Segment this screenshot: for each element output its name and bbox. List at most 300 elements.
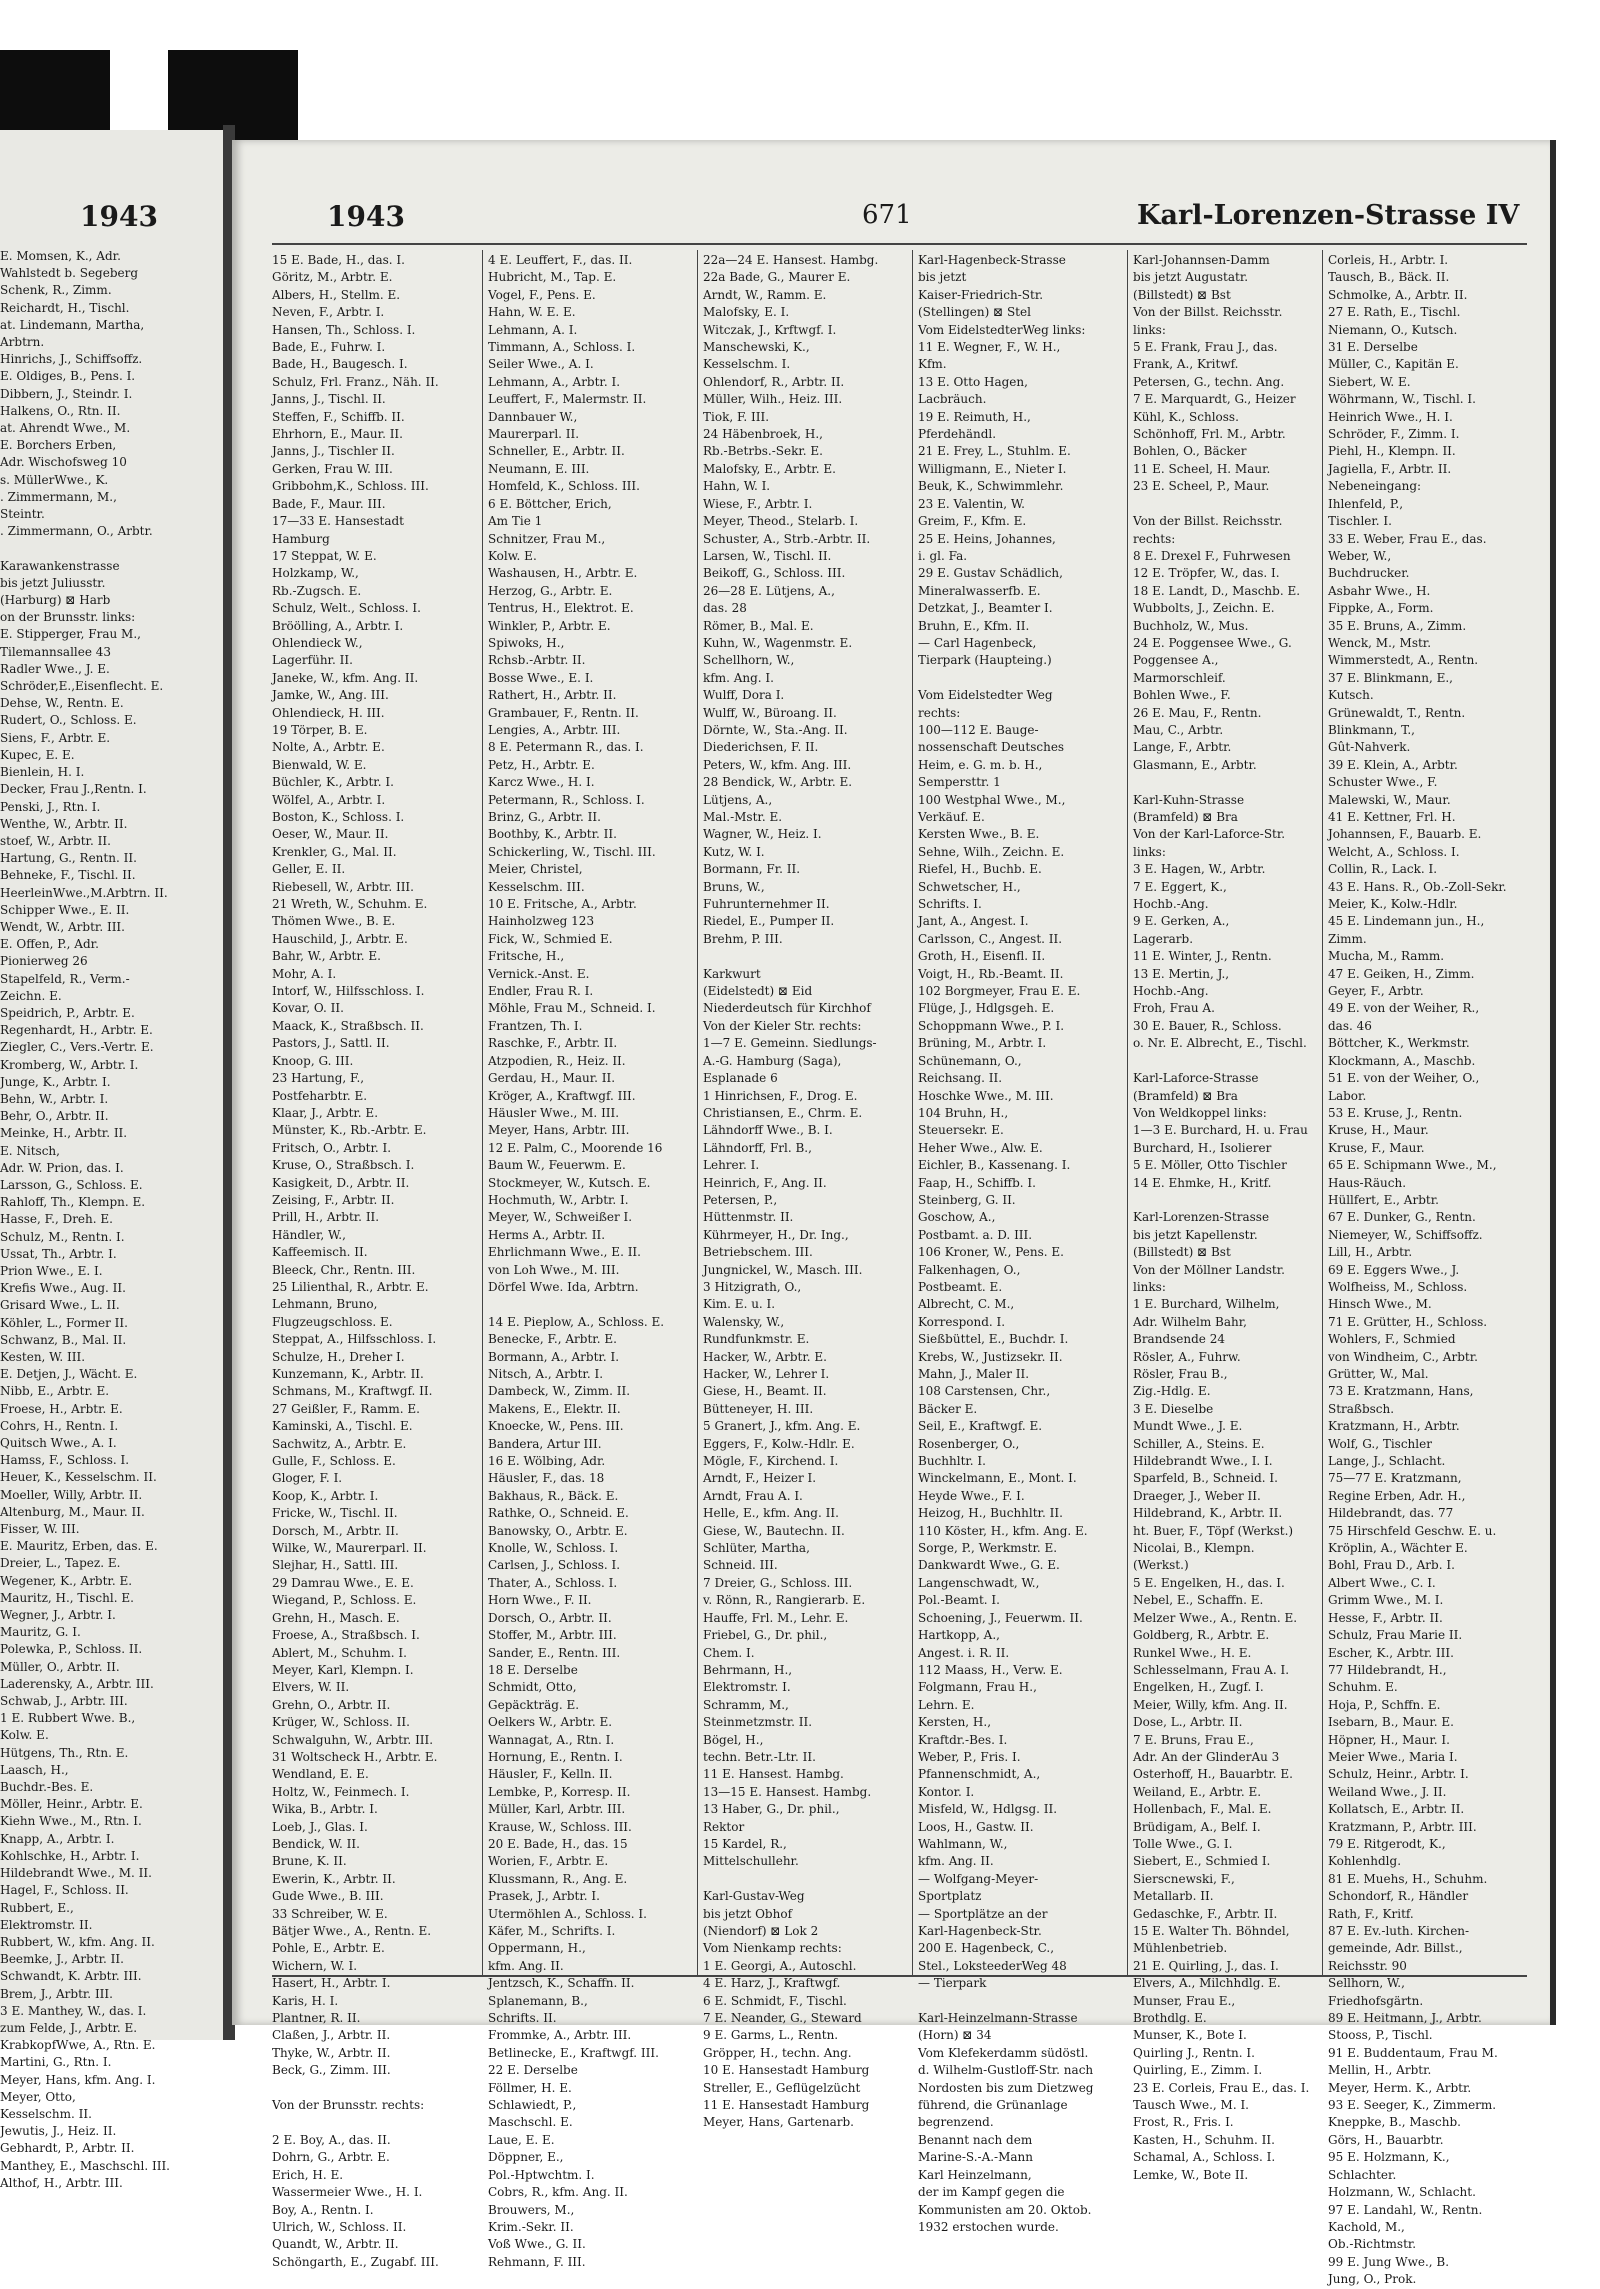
directory-line: 7 E. Bruns, Frau E., [1133, 1732, 1254, 1747]
directory-line: (Harburg) ⊠ Harb [0, 593, 111, 608]
directory-line: 25 Lilienthal, R., Arbtr. E. [272, 1279, 429, 1294]
directory-line: Hauschild, J., Arbtr. E. [272, 931, 408, 946]
directory-line: Peters, W., kfm. Ang. III. [703, 757, 852, 772]
directory-line: Mohr, A. I. [272, 966, 337, 981]
directory-line: Vom Eidelstedter Weg [918, 688, 1053, 703]
directory-line: Gude Wwe., B. III. [272, 1889, 384, 1904]
directory-line: Schneller, E., Arbtr. II. [488, 444, 625, 459]
directory-line: Hütgens, Th., Rtn. E. [0, 1745, 129, 1760]
directory-line: E. Borchers Erben, [0, 438, 117, 453]
directory-line: 95 E. Holzmann, K., [1328, 2150, 1450, 2165]
directory-line: Grimm Wwe., M. I. [1328, 1593, 1444, 1608]
directory-line: Bendick, W. II. [272, 1836, 360, 1851]
directory-line: Zig.-Hdlg. E. [1133, 1384, 1211, 1399]
directory-line: 21 E. Quirling, J., das. I. [1133, 1958, 1279, 1973]
directory-line: Ulrich, W., Schloss. II. [272, 2219, 407, 2234]
directory-line: Neven, F., Arbtr. I. [272, 305, 385, 320]
directory-line: Draeger, J., Weber II. [1133, 1488, 1261, 1503]
directory-line: Föllmer, H. E. [488, 2080, 572, 2095]
directory-line: Beikoff, G., Schloss. III. [703, 566, 846, 581]
directory-line: Ablert, M., Schuhm. I. [272, 1645, 407, 1660]
directory-line: Niemann, O., Kutsch. [1328, 322, 1458, 337]
directory-line: Dehse, W., Rentn. E. [0, 696, 124, 711]
directory-line: Speidrich, P., Arbtr. E. [0, 1005, 135, 1020]
directory-line: 29 Damrau Wwe., E. E. [272, 1575, 414, 1590]
directory-line: Wassermeier Wwe., H. I. [272, 2185, 423, 2200]
directory-line: 79 E. Ritgerodt, K., [1328, 1836, 1446, 1851]
directory-line: 14 E. Pieplow, A., Schloss. E. [488, 1314, 665, 1329]
directory-line: 26 E. Mau, F., Rentn. [1133, 705, 1262, 720]
directory-line: Meyer, Karl, Klempn. I. [272, 1662, 414, 1677]
directory-line: Brune, K. II. [272, 1854, 347, 1869]
directory-line: Angest. i. R. II. [918, 1645, 1010, 1660]
directory-column-1 [272, 252, 477, 2271]
directory-line: bis jetzt Juliusstr. [0, 575, 106, 590]
directory-line: Hochmuth, W., Arbtr. I. [488, 1192, 629, 1207]
column-divider [697, 250, 698, 1975]
directory-line: Reichsstr. 90 [1328, 1958, 1407, 1973]
directory-line: Holtz, W., Feinmech. I. [272, 1784, 410, 1799]
directory-line: Kührmeyer, H., Dr. Ing., [703, 1227, 849, 1242]
directory-line: Hochb.-Ang. [1133, 897, 1209, 912]
directory-line: 13 E. Mertin, J., [1133, 966, 1230, 981]
directory-line: Worien, F., Arbtr. E. [488, 1854, 609, 1869]
directory-line: 18 E. Derselbe [488, 1662, 578, 1677]
directory-line: Osterhoff, H., Bauarbtr. E. [1133, 1767, 1293, 1782]
directory-line: Bormann, Fr. II. [703, 862, 801, 877]
directory-line: Elektromstr. I. [703, 1680, 791, 1695]
directory-column-4 [918, 252, 1123, 2236]
directory-line: Zimm. [1328, 931, 1367, 946]
directory-line: Hoschke Wwe., M. III. [918, 1088, 1054, 1103]
directory-line: Pol.-Beamt. I. [918, 1593, 1000, 1608]
directory-line: Arndt, F., Heizer I. [703, 1471, 817, 1486]
directory-line: Siebert, W. E. [1328, 374, 1411, 389]
directory-line: bis jetzt Obhof [703, 1906, 793, 1921]
directory-line: Kupec, E. E. [0, 747, 75, 762]
directory-line: Maack, K., Straßbsch. II. [272, 1018, 424, 1033]
directory-line: Schnitzer, Frau M., [488, 531, 606, 546]
directory-line: 75 Hirschfeld Geschw. E. u. [1328, 1523, 1497, 1538]
directory-line: Giese, H., Beamt. II. [703, 1384, 827, 1399]
directory-line: 27 Geißler, F., Ramm. E. [272, 1401, 420, 1416]
directory-line: Kröger, A., Kraftwgf. III. [488, 1088, 636, 1103]
directory-line: Greim, F., Kfm. E. [918, 514, 1027, 529]
directory-line: von Loh Wwe., M. III. [488, 1262, 620, 1277]
directory-line: Siens, F., Arbtr. E. [0, 730, 111, 745]
directory-line: Marmorschleif. [1133, 670, 1226, 685]
directory-line: Froese, A., Straßbsch. I. [272, 1628, 420, 1643]
directory-line: Elektromstr. II. [0, 1917, 93, 1932]
directory-line: Lütjens, A., [703, 792, 773, 807]
directory-line: 25 E. Heins, Johannes, [918, 531, 1056, 546]
directory-line: Kiehn Wwe., M., Rtn. I. [0, 1814, 142, 1829]
directory-line: Brüning, M., Arbtr. I. [918, 1036, 1047, 1051]
directory-line: Hacker, W., Arbtr. E. [703, 1349, 827, 1364]
directory-line: Loos, H., Gastw. II. [918, 1819, 1034, 1834]
directory-line: Munser, K., Bote I. [1133, 2028, 1247, 2043]
directory-line: Wenck, M., Mstr. [1328, 635, 1432, 650]
directory-line: Müller, C., Kapitän E. [1328, 357, 1459, 372]
directory-line: 10 E. Fritsche, A., Arbtr. [488, 897, 637, 912]
directory-line: Piehl, H., Klempn. II. [1328, 444, 1456, 459]
directory-line: Wendt, W., Arbtr. III. [0, 919, 125, 934]
directory-line: Häusler, F., Kelln. II. [488, 1767, 613, 1782]
directory-line: links: [1133, 322, 1166, 337]
directory-line: 1 E. Georgi, A., Autoschl. [703, 1958, 857, 1973]
directory-line: Behrmann, H., [703, 1662, 793, 1677]
directory-line: Reichardt, H., Tischl. [0, 300, 130, 315]
directory-line: Dorsch, M., Arbtr. II. [272, 1523, 399, 1538]
directory-line: Oeser, W., Maur. II. [272, 827, 389, 842]
directory-line: Schröder,E.,Eisenflecht. E. [0, 679, 164, 694]
directory-line: Kuhn, W., Wagenmstr. E. [703, 635, 853, 650]
directory-line: Schwanz, B., Mal. II. [0, 1332, 127, 1347]
directory-line: 106 Kroner, W., Pens. E. [918, 1245, 1064, 1260]
directory-line: Baum W., Feuerwm. E. [488, 1158, 626, 1173]
directory-line: Dibbern, J., Steindr. I. [0, 386, 133, 401]
directory-line: Bienwald, W. E. [272, 757, 367, 772]
directory-line: Lagerführ. II. [272, 653, 353, 668]
directory-line: 53 E. Kruse, J., Rentn. [1328, 1105, 1463, 1120]
directory-line: Kaffeemisch. II. [272, 1245, 368, 1260]
directory-line: Gloger, F. I. [272, 1471, 343, 1486]
directory-line: Petersen, G., techn. Ang. [1133, 374, 1285, 389]
directory-line: Witczak, J., Krftwgf. I. [703, 322, 837, 337]
directory-line: Adr. Wilhelm Bahr, [1133, 1314, 1247, 1329]
directory-line: Kachold, M., [1328, 2219, 1405, 2234]
directory-line: Kesselschm. I. [703, 357, 791, 372]
directory-line: Carlsson, C., Angest. II. [918, 931, 1063, 946]
directory-line: Pfannenschmidt, A., [918, 1767, 1041, 1782]
directory-line: Meyer, W., Schweißer I. [488, 1210, 633, 1225]
directory-line: 31 E. Derselbe [1328, 340, 1418, 355]
directory-line: der im Kampf gegen die [918, 2185, 1065, 2200]
directory-line: Karl-Kuhn-Strasse [1133, 792, 1245, 807]
directory-line: Wiegand, P., Schloss. E. [272, 1593, 417, 1608]
directory-line: Bosse Wwe., E. I. [488, 670, 594, 685]
directory-line: Kasten, H., Schuhm. II. [1133, 2132, 1275, 2147]
directory-line: Radler Wwe., J. E. [0, 661, 110, 676]
directory-line: Wendland, E. E. [272, 1767, 369, 1782]
directory-line: Riebesell, W., Arbtr. III. [272, 879, 414, 894]
directory-line: 69 E. Eggers Wwe., J. [1328, 1262, 1460, 1277]
left-page [0, 130, 227, 2190]
directory-line: links: [1133, 1279, 1166, 1294]
directory-line: Münster, K., Rb.-Arbtr. E. [272, 1123, 427, 1138]
directory-line: Brüdigam, A., Belf. I. [1133, 1819, 1261, 1834]
directory-line: Sierscnewski, F., [1133, 1871, 1235, 1886]
directory-line: Lehmann, A., Arbtr. I. [488, 374, 621, 389]
directory-line: Tierpark (Haupteing.) [918, 653, 1052, 668]
directory-line: 23 E. Corleis, Frau E., das. I. [1133, 2080, 1310, 2095]
directory-line: Sportplatz [918, 1889, 982, 1904]
directory-line: Schiller, A., Steins. E. [1133, 1436, 1265, 1451]
directory-line: Schenk, R., Zimm. [0, 283, 112, 298]
directory-line: Ohlendorf, R., Arbtr. II. [703, 374, 845, 389]
directory-line: Von Weldkoppel links: [1133, 1105, 1267, 1120]
directory-line: Von der Billst. Reichsstr. [1133, 514, 1283, 529]
directory-line: Hildebrandt Wwe., M. II. [0, 1866, 152, 1881]
directory-column-5 [1133, 252, 1338, 2184]
directory-line: Wegener, K., Arbtr. E. [0, 1573, 133, 1588]
directory-line: Schwab, J., Arbtr. III. [0, 1694, 128, 1709]
directory-line: Nibb, E., Arbtr. E. [0, 1384, 110, 1399]
directory-line: Brem, J., Arbtr. III. [0, 1986, 113, 2001]
directory-line: Malewski, W., Maur. [1328, 792, 1451, 807]
directory-line: Sorge, P., Werkmstr. E. [918, 1541, 1058, 1556]
directory-line: Schünemann, O., [918, 1053, 1022, 1068]
directory-line: Vom EidelstedterWeg links: [918, 322, 1086, 337]
directory-line: Jant, A., Angest. I. [918, 914, 1029, 929]
directory-line [1133, 774, 1338, 791]
directory-line: Kühl, K., Schloss. [1133, 409, 1239, 424]
directory-line: bis jetzt Kapellenstr. [1133, 1227, 1258, 1242]
directory-line: (Niendorf) ⊠ Lok 2 [703, 1924, 819, 1938]
directory-line: Haus-Räuch. [1328, 1175, 1407, 1190]
directory-line: links: [1133, 844, 1166, 859]
directory-line: das. 28 [703, 601, 747, 616]
directory-line: s. MüllerWwe., K. [0, 472, 109, 487]
directory-line: Weiland Wwe., J. II. [1328, 1784, 1447, 1799]
directory-line: Gût-Nahverk. [1328, 740, 1411, 755]
directory-line: Kolw. E. [0, 1728, 49, 1743]
directory-line: Bätjer Wwe., A., Rentn. E. [272, 1924, 432, 1938]
directory-line: Riefel, H., Buchb. E. [918, 862, 1042, 877]
directory-line: Karis, H. I. [272, 1993, 339, 2008]
directory-line: Karl-Hagenbeck-Str. [918, 1924, 1042, 1938]
directory-line: Niemeyer, W., Schiffsoffz. [1328, 1227, 1483, 1242]
directory-line: Behn, W., Arbtr. I. [0, 1091, 109, 1106]
directory-line: Köhler, L., Former II. [0, 1315, 128, 1330]
directory-line: Dörnte, W., Sta.-Ang. II. [703, 722, 848, 737]
directory-line: Kröplin, A., Wächter E. [1328, 1541, 1468, 1556]
directory-line: 41 E. Kettner, Frl. H. [1328, 810, 1456, 824]
directory-line: Rubbert, W., kfm. Ang. II. [0, 1934, 155, 1949]
directory-line: (Eidelstedt) ⊠ Eid [703, 984, 813, 999]
directory-line: Tolle Wwe., G. I. [1133, 1836, 1233, 1851]
directory-line: Friebel, G., Dr. phil., [703, 1628, 828, 1643]
directory-line: 102 Borgmeyer, Frau E. E. [918, 984, 1081, 999]
directory-line: Klaar, J., Arbtr. E. [272, 1105, 379, 1120]
directory-line: 67 E. Dunker, G., Rentn. [1328, 1210, 1476, 1225]
directory-line: Mahn, J., Maler II. [918, 1367, 1030, 1381]
directory-line: Postbamt. a. D. III. [918, 1227, 1033, 1242]
directory-line: Hildebrandt, das. 77 [1328, 1506, 1454, 1521]
directory-line: Thyke, W., Arbtr. II. [272, 2045, 391, 2060]
directory-line: Bohlen Wwe., F. [1133, 688, 1231, 703]
directory-line: Vom Klefekerdamm südöstl. [918, 2045, 1089, 2060]
directory-line: Arbtrn. [0, 335, 45, 350]
directory-line: Hubricht, M., Tap. E. [488, 270, 617, 285]
directory-line: Hamss, F., Schloss. I. [0, 1453, 130, 1468]
directory-line: Schramm, M., [703, 1697, 789, 1712]
directory-line: Vernick.-Anst. E. [488, 966, 590, 981]
column-divider [482, 250, 483, 1975]
directory-line: Maurerparl. II. [488, 427, 580, 442]
directory-line: Hahn, W. E. E. [488, 305, 576, 320]
directory-line: 4 E. Leuffert, F., das. II. [488, 253, 633, 267]
directory-line: Kratzmann, H., Arbtr. [1328, 1419, 1460, 1434]
directory-line: Grütter, W., Mal. [1328, 1367, 1429, 1381]
street-title: Karl-Lorenzen-Strasse IV [1137, 200, 1520, 231]
directory-line: Kutz, W. I. [703, 844, 765, 859]
directory-line: Hoja, P., Schffn. E. [1328, 1697, 1441, 1712]
directory-line: Behneke, F., Tischl. II. [0, 868, 136, 883]
directory-line: at. Lindemann, Martha, [0, 317, 145, 332]
directory-line: Vogel, F., Pens. E. [488, 287, 596, 302]
directory-line: Meier, Christel, [488, 862, 583, 877]
directory-line: KrabkopfWwe, A., Rtn. E. [0, 2038, 156, 2053]
directory-line: Albert Wwe., C. I. [1328, 1575, 1436, 1590]
directory-line: Bögel, H., [703, 1732, 764, 1747]
directory-line: Heuer, K., Kesselschm. II. [0, 1470, 157, 1485]
column-divider [1322, 250, 1323, 1975]
directory-line: Schuster Wwe., F. [1328, 775, 1438, 790]
directory-line: Rektor [703, 1819, 745, 1834]
directory-line: Sehne, Wilh., Zeichn. E. [918, 844, 1065, 859]
directory-line: Steffen, F., Schiffb. II. [272, 409, 405, 424]
directory-line: Rundfunkmstr. E. [703, 1332, 810, 1347]
directory-line: Schickerling, W., Tischl. III. [488, 844, 656, 859]
directory-line: Karl Heinzelmann, [918, 2167, 1032, 2182]
directory-line: — Sportplätze an der [918, 1906, 1048, 1921]
directory-line: Eichler, B., Kassenang. I. [918, 1158, 1071, 1173]
directory-line: Schlawiedt, P., [488, 2098, 577, 2113]
directory-line: Karl-Lorenzen-Strasse [1133, 1210, 1270, 1225]
directory-line: führend, die Grünanlage [918, 2098, 1068, 2113]
directory-line: Mauritz, G. I. [0, 1625, 81, 1640]
directory-line: Boy, A., Rentn. I. [272, 2202, 374, 2217]
directory-line: Grünewaldt, T., Rentn. [1328, 705, 1466, 720]
directory-line: Fick, W., Schmied E. [488, 931, 613, 946]
directory-line: Mucha, M., Ramm. [1328, 949, 1445, 964]
directory-line: Geyer, F., Arbtr. [1328, 984, 1424, 999]
directory-line: Escher, K., Arbtr. III. [1328, 1645, 1454, 1660]
directory-line: Knolle, W., Schloss. I. [488, 1541, 619, 1556]
directory-line: Rösler, A., Fuhrw. [1133, 1349, 1241, 1364]
directory-line: Sellhorn, W., [1328, 1976, 1405, 1991]
directory-line: Meyer, Theod., Stelarb. I. [703, 514, 859, 529]
directory-line: Ohlendieck, H. III. [272, 705, 385, 720]
directory-line: Nolte, A., Arbtr. E. [272, 740, 385, 755]
directory-line: Bruns, W., [703, 879, 765, 894]
directory-line: Hahn, W. I. [703, 479, 771, 494]
directory-line: Junge, K., Arbtr. I. [0, 1074, 111, 1089]
directory-line: Karl-Johannsen-Damm [1133, 253, 1270, 267]
directory-line: Welcht, A., Schloss. I. [1328, 844, 1460, 859]
directory-line: . Zimmermann, M., [0, 489, 117, 504]
directory-line: 21 E. Frey, L., Stuhlm. E. [918, 444, 1071, 459]
directory-line: 1932 erstochen wurde. [918, 2219, 1059, 2234]
directory-line: Grehn, H., Masch. E. [272, 1610, 400, 1625]
directory-line: Homfeld, K., Schloss. III. [488, 479, 640, 494]
directory-line: 7 E. Marquardt, G., Heizer [1133, 392, 1296, 407]
directory-line: Krebs, W., Justizsekr. II. [918, 1349, 1063, 1364]
directory-line: 5 Granert, J., kfm. Ang. E. [703, 1419, 861, 1434]
directory-line: Lill, H., Arbtr. [1328, 1245, 1413, 1260]
directory-line: Geller, E. II. [272, 862, 346, 877]
directory-line: das. 46 [1328, 1018, 1372, 1033]
directory-line: bis jetzt Augustatr. [1133, 270, 1249, 285]
directory-line: Kaminski, A., Tischl. E. [272, 1419, 413, 1434]
directory-line: 1 E. Rubbert Wwe. B., [0, 1711, 136, 1726]
directory-line: 31 Woltscheck H., Arbtr. E. [272, 1749, 438, 1764]
directory-line: Hasse, F., Dreh. E. [0, 1212, 113, 1227]
directory-line: 1—7 E. Gemeinn. Siedlungs- [703, 1036, 877, 1051]
directory-line: Büchler, K., Arbtr. I. [272, 775, 394, 790]
directory-line: Kruse, O., Straßbsch. I. [272, 1158, 415, 1173]
directory-line: HeerleinWwe.,M.Arbtrn. II. [0, 885, 168, 900]
directory-line: 91 E. Buddentaum, Frau M. [1328, 2045, 1498, 2060]
directory-line: 22a—24 E. Hansest. Hambg. [703, 253, 879, 267]
directory-line: Nordosten bis zum Dietzweg [918, 2080, 1094, 2095]
directory-line: Brinz, G., Arbtr. II. [488, 810, 601, 824]
directory-line: Mineralwasserfb. E. [918, 583, 1041, 598]
directory-line: Ziegler, C., Vers.-Vertr. E. [0, 1040, 154, 1055]
directory-line: Schulz, Frl. Franz., Näh. II. [272, 374, 439, 389]
page-number: 671 [862, 200, 912, 230]
directory-line: 16 E. Wölbing, Adr. [488, 1454, 606, 1469]
directory-line: Schwalguhn, W., Arbtr. III. [272, 1732, 434, 1747]
directory-line: Pastors, J., Sattl. II. [272, 1036, 390, 1051]
directory-line: 23 E. Scheel, P., Maur. [1133, 479, 1270, 494]
directory-line: Krause, W., Schloss. III. [488, 1819, 632, 1834]
directory-line: E. Mauritz, Erben, das. E. [0, 1539, 158, 1554]
directory-line: Leuffert, F., Malermstr. II. [488, 392, 647, 407]
directory-line: Schulze, H., Dreher I. [272, 1349, 405, 1364]
directory-line: 81 E. Muehs, H., Schuhm. [1328, 1871, 1488, 1886]
directory-line: 24 Häbenbroek, H., [703, 427, 823, 442]
directory-line: Dannbauer W., [488, 409, 578, 424]
directory-line: Rahloff, Th., Klempn. E. [0, 1195, 146, 1210]
directory-line: (Horn) ⊠ 34 [918, 2028, 992, 2043]
directory-line: Häusler, F., das. 18 [488, 1471, 605, 1486]
directory-line: Eggers, F., Kolw.-Hdlr. E. [703, 1436, 855, 1451]
directory-line: Fuhrunternehmer II. [703, 897, 830, 912]
directory-line: Kollatsch, E., Arbtr. II. [1328, 1802, 1465, 1817]
directory-line: Penski, J., Rtn. I. [0, 799, 101, 814]
directory-line: Endler, Frau R. I. [488, 984, 594, 999]
directory-line: Hüllfert, E., Arbtr. [1328, 1192, 1439, 1207]
directory-line: Kohlschke, H., Arbtr. I. [0, 1848, 140, 1863]
directory-line: Blinkmann, T., [1328, 722, 1415, 737]
directory-line: Kontor. I. [918, 1784, 975, 1799]
directory-line: 11 E. Winter, J., Rentn. [1133, 949, 1272, 964]
directory-line: Bienlein, H. I. [0, 765, 85, 780]
directory-line: Schulz, Welt., Schloss. I. [272, 601, 421, 616]
directory-line: Gerdau, H., Maur. II. [488, 1071, 616, 1086]
directory-line: at. Ahrendt Wwe., M. [0, 421, 131, 436]
directory-line: stoef, W., Arbtr. II. [0, 833, 111, 848]
directory-line: Mauritz, H., Tischl. E. [0, 1590, 134, 1605]
directory-line: Brandsende 24 [1133, 1332, 1225, 1347]
directory-line: Manschewski, K., [703, 340, 810, 355]
directory-line: Lehrer. I. [703, 1158, 760, 1173]
directory-line: (Bramfeld) ⊠ Bra [1133, 810, 1238, 824]
directory-line: Kim. E. u. I. [703, 1297, 776, 1312]
directory-line: Krüger, W., Schloss. II. [272, 1715, 410, 1730]
directory-line: Steinmetzmstr. II. [703, 1715, 813, 1730]
directory-line: Grambauer, F., Rentn. II. [488, 705, 639, 720]
directory-column-2 [488, 252, 693, 2271]
directory-line: Knapp, A., Arbtr. I. [0, 1831, 115, 1846]
directory-line: Von der Möllner Landstr. [1133, 1262, 1285, 1277]
directory-line: von Windheim, C., Arbtr. [1328, 1349, 1478, 1364]
directory-line: Müller, Wilh., Heiz. III. [703, 392, 843, 407]
directory-line: Friedhofsgärtn. [1328, 1993, 1424, 2008]
directory-line: Walensky, W., [703, 1314, 785, 1329]
